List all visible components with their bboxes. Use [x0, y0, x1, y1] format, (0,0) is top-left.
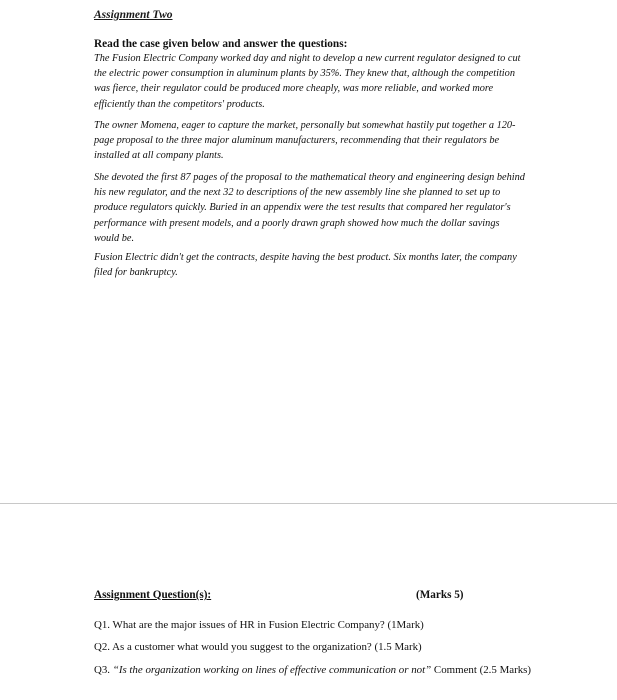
questions-label: Assignment Question(s):	[94, 589, 212, 601]
question-3-number: Q3.	[94, 664, 113, 676]
total-marks: (Marks 5)	[416, 589, 464, 601]
previous-line-fragment	[94, 0, 524, 3]
case-paragraph-4: Fusion Electric didn't get the contracts, despite having the best product. Six months later, the company filed for bankruptcy.	[94, 252, 517, 279]
assignment-title: Assignment Two	[94, 9, 173, 21]
case-paragraph-2: The owner Momena, eager to capture the market, personally but somewhat hastily put together a 120-page proposal to the three major aluminum manufacturers, recommending that their regulators be installed at all company plants.	[94, 120, 516, 162]
question-3-suffix: Comment (2.5 Marks)	[431, 664, 532, 676]
question-2: Q2. As a customer what would you suggest to the organization? (1.5 Mark)	[94, 641, 422, 653]
case-paragraph-3: She devoted the first 87 pages of the proposal to the mathematical theory and engineering design behind his new regulator, and the next 32 to descriptions of the new assembly line she planned to set up to produce regulators quickly. Buried in an appendix were the test results that compared her regulator's performance with present models, and a poorly drawn graph showed how much the dollar savings would be.	[94, 172, 525, 244]
question-1: Q1. What are the major issues of HR in Fusion Electric Company? (1Mark)	[94, 619, 424, 631]
question-3-quote: “Is the organization working on lines of effective communication or not”	[112, 664, 432, 676]
question-3	[94, 663, 534, 678]
case-heading: Read the case given below and answer the questions:	[94, 38, 348, 50]
case-paragraph-1: The Fusion Electric Company worked day and night to develop a new current regulator designed to cut the electric power consumption in aluminum plants by 35%. They knew that, although the competition was fierce, their regulator could be produced more cheaply, was more reliable, and worked more efficiently than the competitors' products.	[94, 53, 521, 110]
